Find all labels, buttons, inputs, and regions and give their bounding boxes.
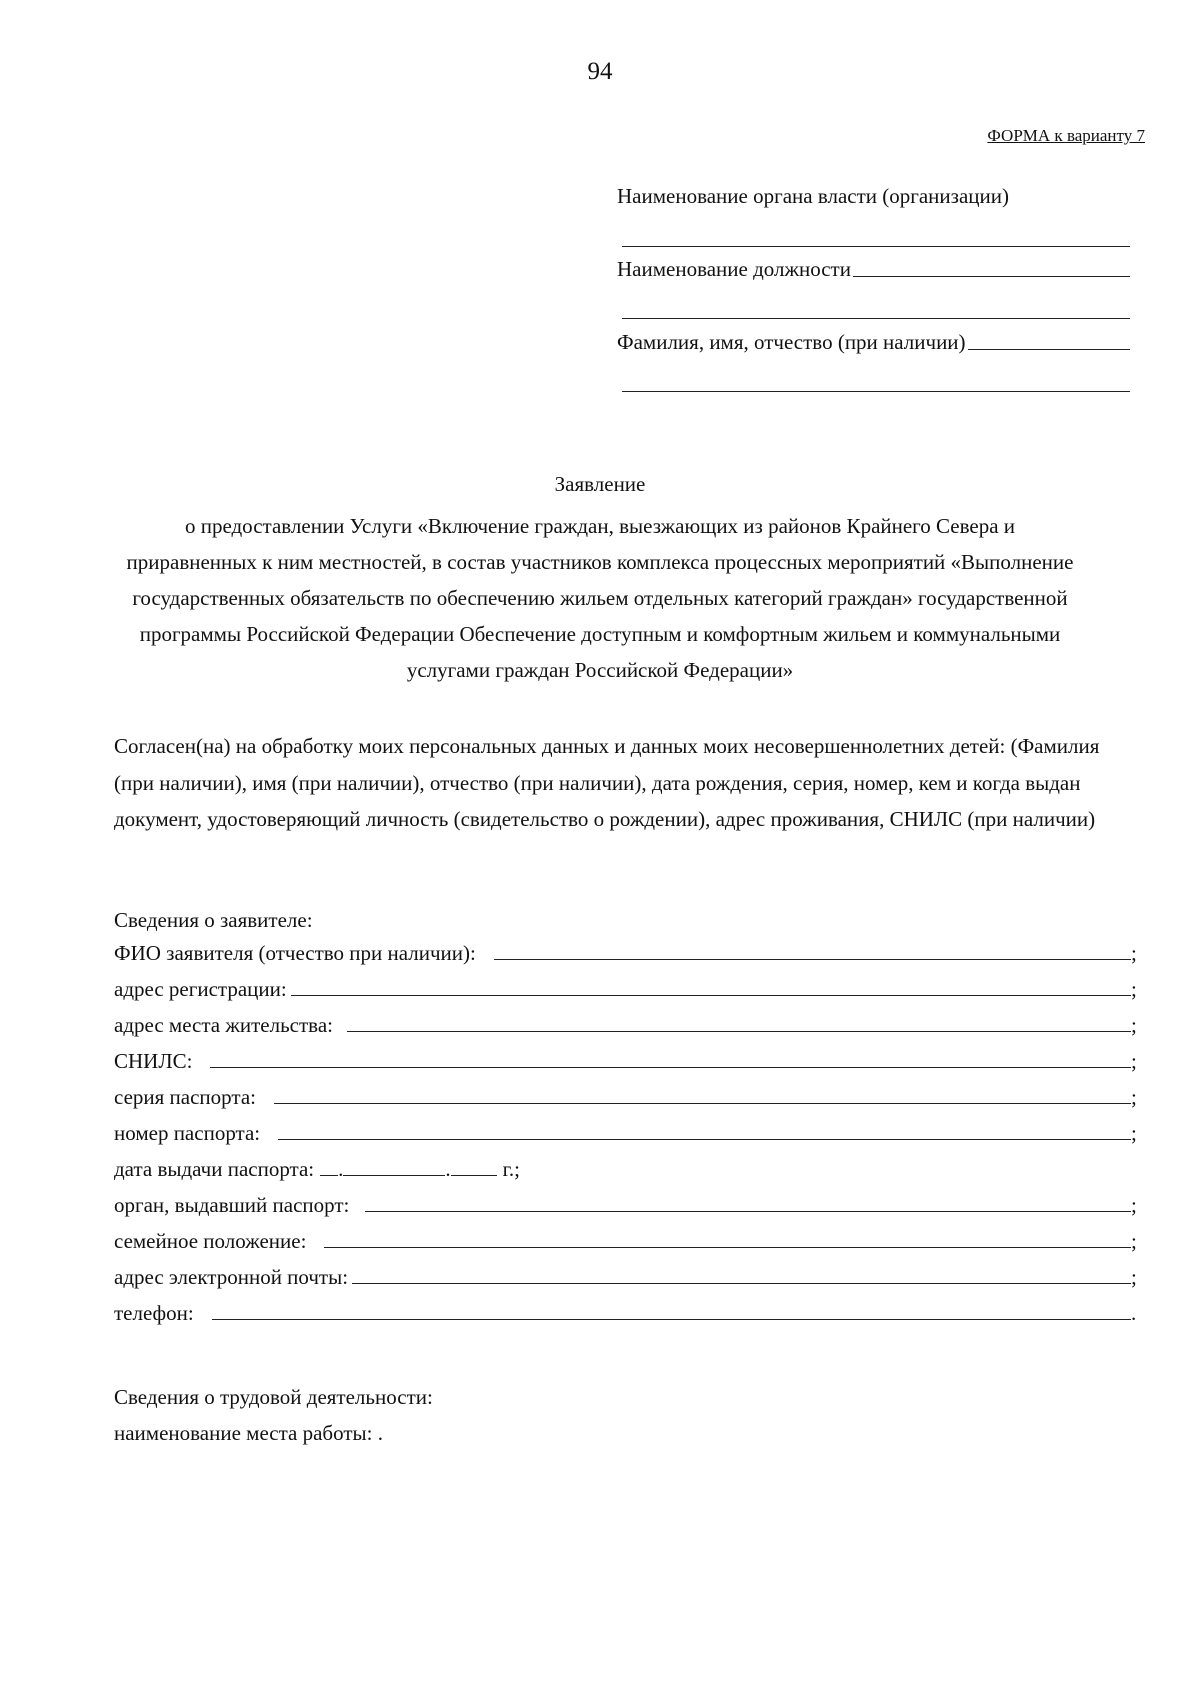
addressee-position-label: Наименование должности — [617, 257, 851, 281]
addressee-fio-label: Фамилия, имя, отчество (при наличии) — [617, 330, 966, 354]
passport-date-label: дата выдачи паспорта: — [114, 1157, 315, 1181]
form-label: ФОРМА к варианту 7 — [987, 126, 1145, 145]
statement-subtitle: о предоставлении Услуги «Включение граждан, выезжающих из районов Крайнего Севера и приравненных к ним местностей, в состав участников комплекса процессных мероприятий «Выполнение государственных обязательств по обеспечению жильем отдельных категорий граждан» государственной программы Российской Федерации Обеспечение доступным и комфортным жильем и коммунальными услугами граждан Российской Федерации» — [126, 514, 1074, 682]
marital-status-label: семейное положение: — [114, 1229, 307, 1253]
passport-year-field[interactable] — [451, 1175, 497, 1176]
passport-issuer-field[interactable] — [365, 1211, 1131, 1212]
passport-number-field[interactable] — [278, 1139, 1131, 1140]
page-number: 94 — [587, 58, 613, 85]
passport-month-field[interactable] — [343, 1175, 445, 1176]
statement-title: Заявление — [554, 472, 646, 496]
passport-number-label: номер паспорта: — [114, 1121, 261, 1145]
phone-label: телефон: — [114, 1301, 194, 1325]
email-end: ; — [1131, 1265, 1137, 1289]
applicant-fio-label: ФИО заявителя (отчество при наличии): — [114, 941, 476, 965]
residence-address-row — [114, 1008, 1139, 1038]
consent-text: Согласен(на) на обработку моих персональных данных и данных моих несовершеннолетних детей: (Фамилия (при наличии), имя (при наличии), отчество (при наличии), дата рождения, серия, номер, кем и когда выдан документ, удостоверяющий личность (свидетельство о рождении), адрес проживания, СНИЛС (при наличии) — [114, 734, 1100, 831]
residence-address-field[interactable] — [347, 1031, 1131, 1032]
applicant-fio-end: ; — [1131, 941, 1137, 965]
addressee-position-field[interactable] — [853, 276, 1130, 277]
snils-end: ; — [1131, 1049, 1137, 1073]
marital-status-field[interactable] — [324, 1247, 1131, 1248]
applicant-section-title: Сведения о заявителе: — [114, 908, 313, 932]
registration-address-row — [114, 972, 1139, 1002]
passport-number-row — [114, 1116, 1139, 1146]
marital-status-row — [114, 1224, 1139, 1254]
residence-address-end: ; — [1131, 1013, 1137, 1037]
registration-address-label: адрес регистрации: — [114, 977, 287, 1001]
addressee-org-line[interactable] — [622, 246, 1130, 247]
passport-day-field[interactable] — [320, 1175, 338, 1176]
snils-row — [114, 1044, 1139, 1074]
addressee-org-label: Наименование органа власти (организации) — [617, 184, 1009, 208]
passport-issuer-row — [114, 1188, 1139, 1218]
residence-address-label: адрес места жительства: — [114, 1013, 333, 1037]
snils-field[interactable] — [210, 1067, 1131, 1068]
addressee-position-line[interactable] — [622, 318, 1130, 319]
passport-issuer-label: орган, выдавший паспорт: — [114, 1193, 350, 1217]
phone-row — [114, 1296, 1139, 1326]
snils-label: СНИЛС: — [114, 1049, 193, 1073]
workplace-label: наименование места работы: . — [114, 1421, 383, 1445]
addressee-fio-row — [617, 325, 1130, 355]
passport-series-row — [114, 1080, 1139, 1110]
passport-number-end: ; — [1131, 1121, 1137, 1145]
registration-address-field[interactable] — [291, 995, 1131, 996]
email-row — [114, 1260, 1139, 1290]
employment-section-title: Сведения о трудовой деятельности: — [114, 1385, 433, 1409]
passport-series-end: ; — [1131, 1085, 1137, 1109]
applicant-fio-field[interactable] — [494, 959, 1131, 960]
marital-status-end: ; — [1131, 1229, 1137, 1253]
passport-series-field[interactable] — [274, 1103, 1131, 1104]
applicant-fio-row — [114, 936, 1139, 966]
email-field[interactable] — [352, 1283, 1131, 1284]
phone-end: . — [1131, 1301, 1137, 1325]
passport-date-sep-1: . — [338, 1157, 344, 1181]
registration-address-end: ; — [1131, 977, 1137, 1001]
passport-date-row — [114, 1152, 520, 1182]
addressee-position-row — [617, 252, 1130, 282]
passport-date-sep-2: . — [445, 1157, 451, 1181]
phone-field[interactable] — [212, 1319, 1131, 1320]
passport-issuer-end: ; — [1131, 1193, 1137, 1217]
addressee-fio-line[interactable] — [622, 391, 1130, 392]
email-label: адрес электронной почты: — [114, 1265, 349, 1289]
passport-date-suffix: г.; — [502, 1157, 520, 1181]
addressee-fio-field[interactable] — [968, 349, 1130, 350]
passport-series-label: серия паспорта: — [114, 1085, 256, 1109]
